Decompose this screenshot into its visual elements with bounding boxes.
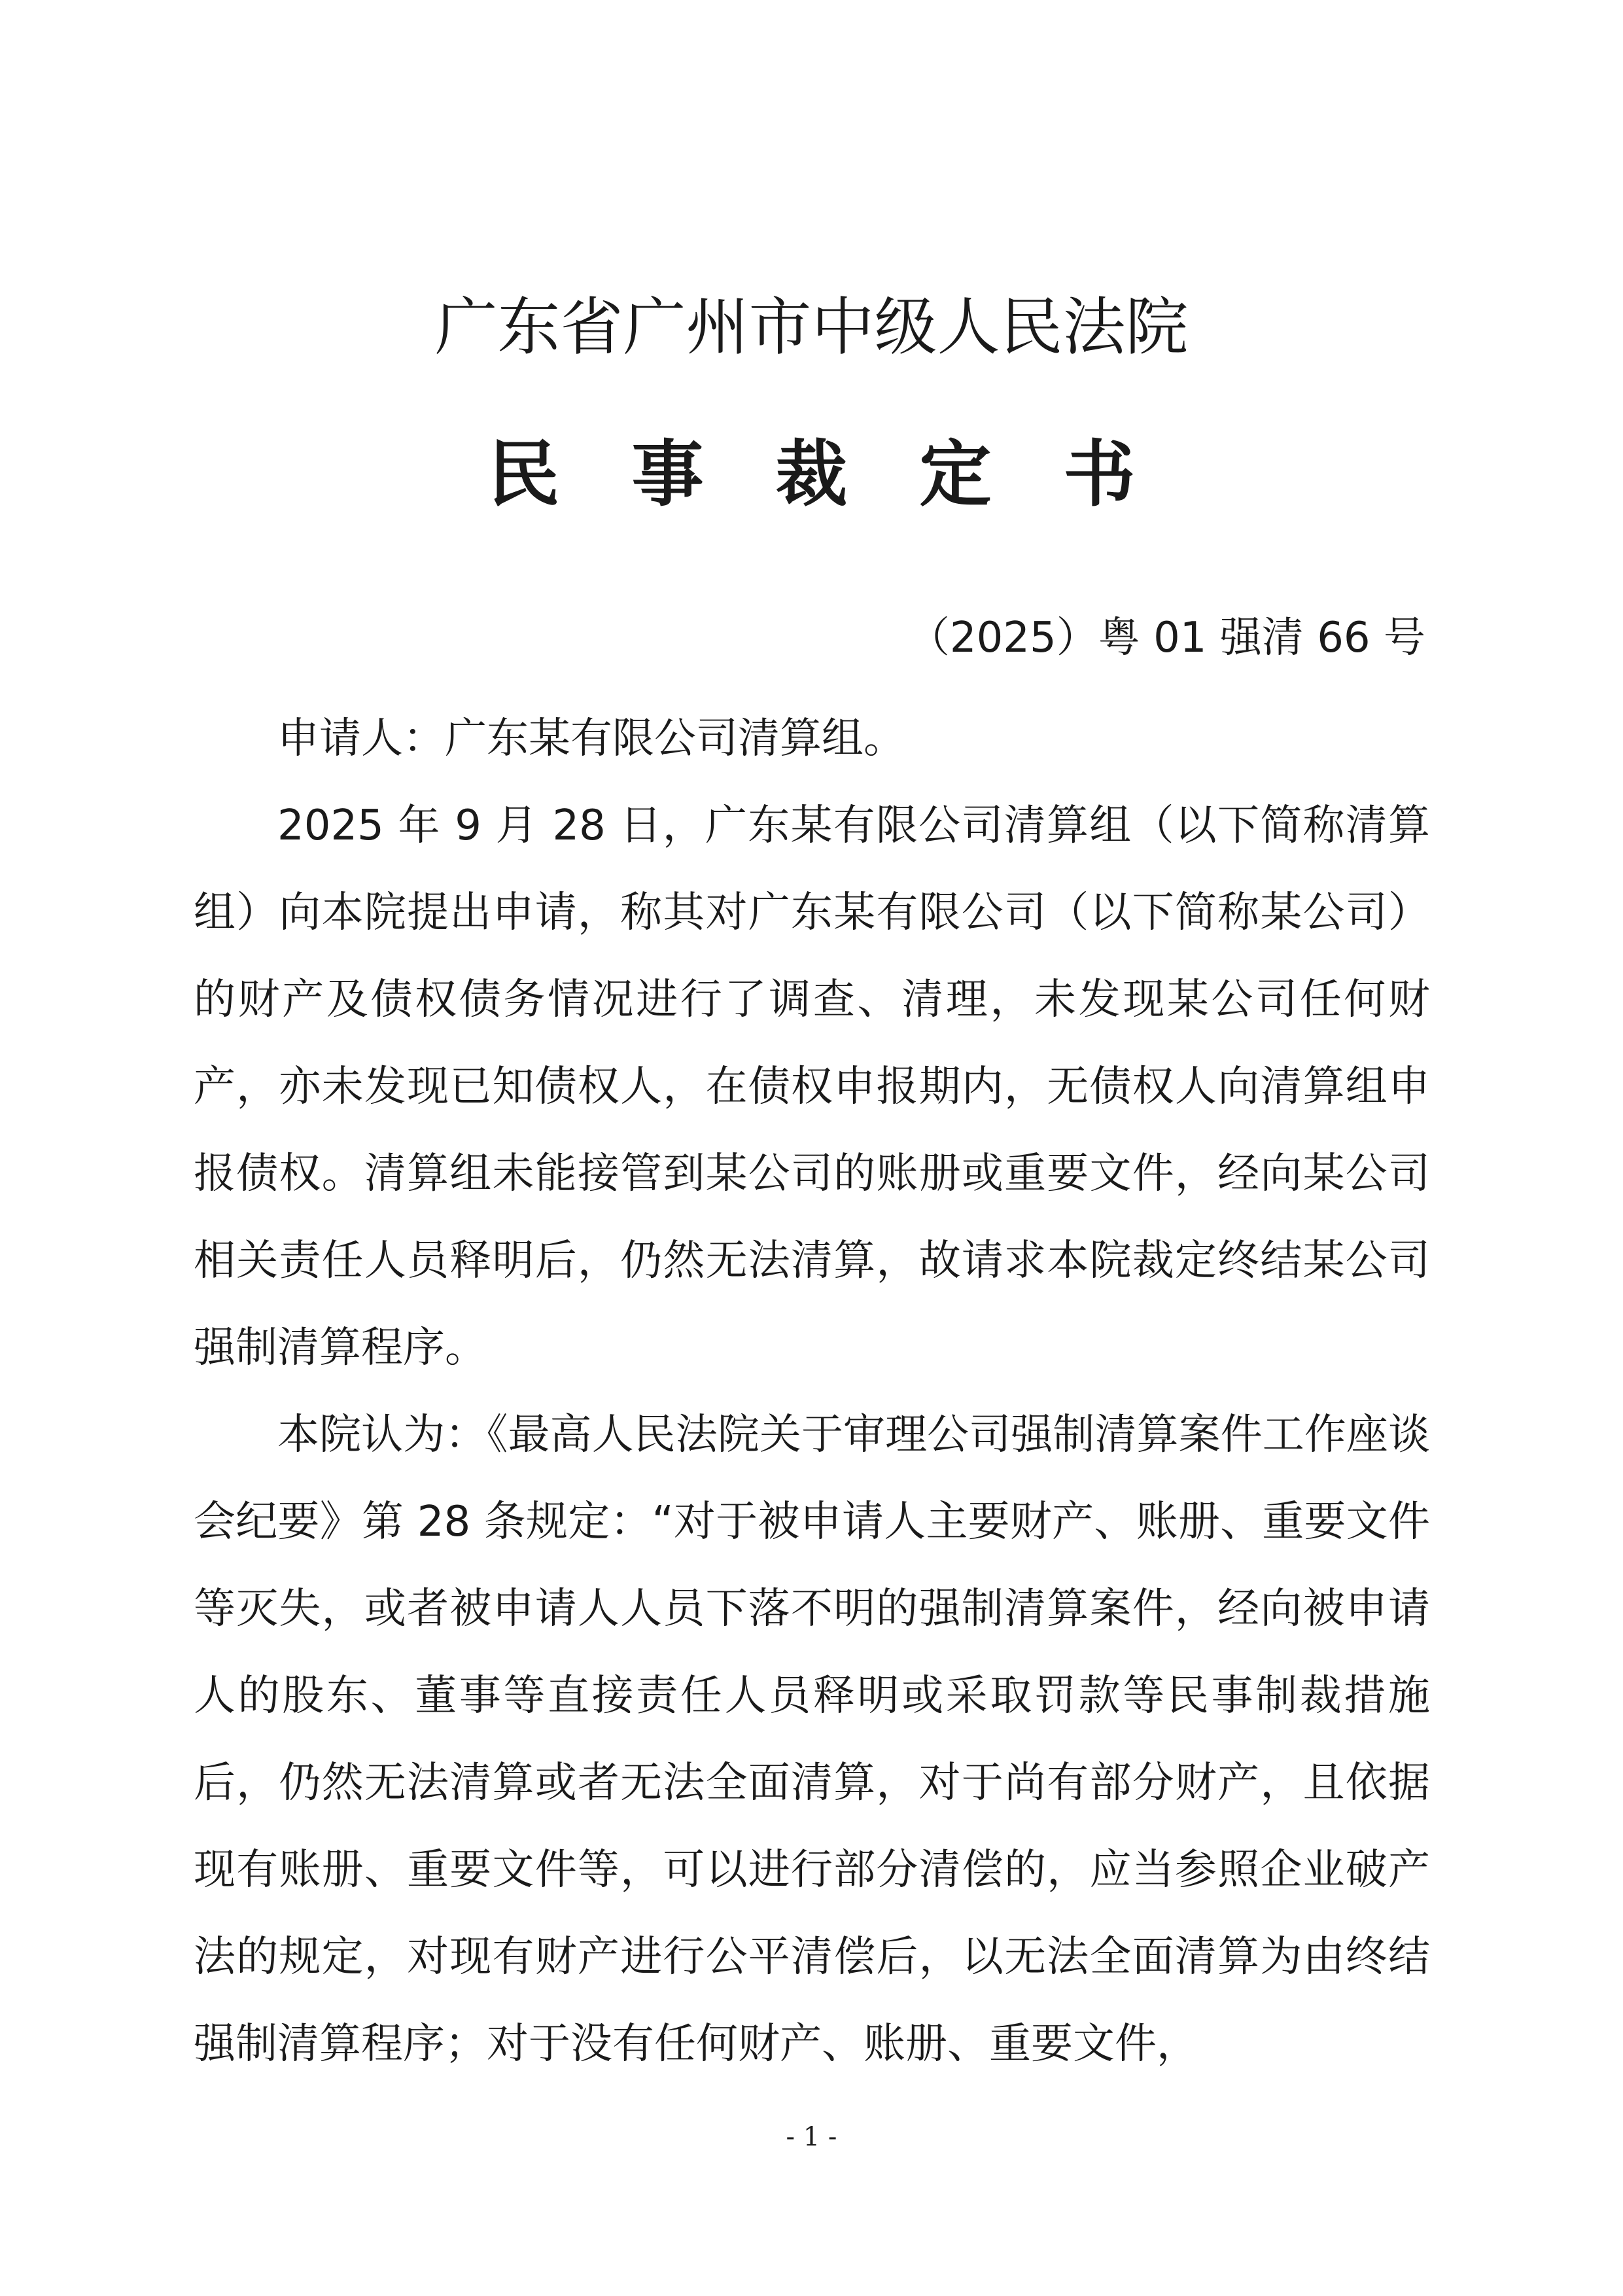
case-number: （2025）粤 01 强清 66 号 xyxy=(907,614,1425,662)
application-facts-paragraph: 2025 年 9 月 28 日，广东某有限公司清算组（以下简称清算组）向本院提出申请，称其对广东某有限公司（以下简称某公司）的财产及债权债务情况进行了调查、清理，未发现某公司任何财产，亦未发现已知债权人，在债权申报期内，无债权人向清算组申报债权。清算组未能接管到某公司的账册或重要文件，经向某公司相关责任人员释明后，仍然无法清算，故请求本院裁定终结某公司强制清算程序。 xyxy=(194,802,1430,1372)
page-number: - 1 - xyxy=(786,2122,837,2152)
court-name: 广东省广州市中级人民法院 xyxy=(434,291,1189,364)
document-body xyxy=(194,696,1430,2088)
applicant-paragraph: 申请人：广东某有限公司清算组。 xyxy=(277,715,905,763)
document-title: 民事裁定书 xyxy=(487,433,1208,516)
court-reasoning-paragraph: 本院认为：《最高人民法院关于审理公司强制清算案件工作座谈会纪要》第 28 条规定：“对于被申请人主要财产、账册、重要文件等灭失，或者被申请人人员下落不明的强制清算案件，经向被申请人的股东、董事等直接责任人员释明或采取罚款等民事制裁措施后，仍然无法清算或者无法全面清算，对于尚有部分财产，且依据现有账册、重要文件等，可以进行部分清偿的，应当参照企业破产法的规定，对现有财产进行公平清偿后，以无法全面清算为由终结强制清算程序；对于没有任何财产、账册、重要文件， xyxy=(194,1411,1430,2068)
